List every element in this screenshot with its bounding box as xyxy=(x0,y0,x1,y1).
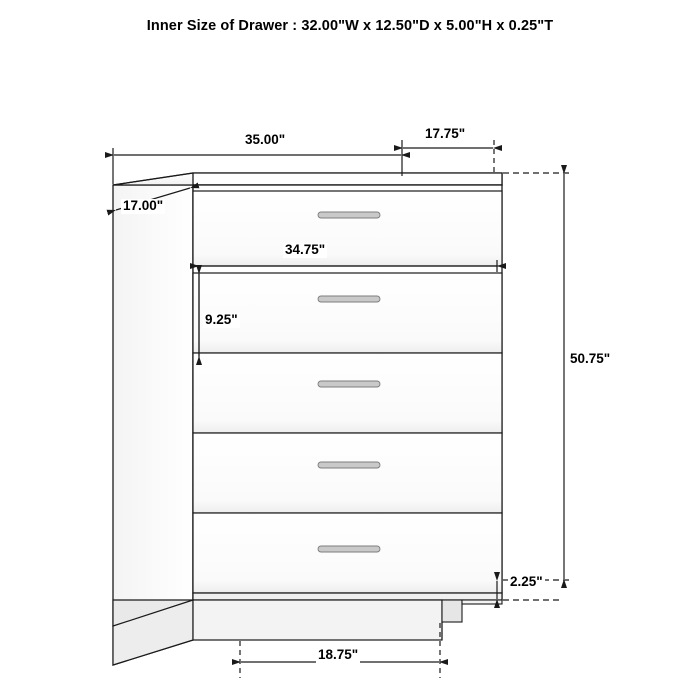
dim-overall-height: 50.75" xyxy=(570,351,611,366)
dim-drawer-front-height: 9.25" xyxy=(205,312,238,327)
dim-leg-height: 2.25" xyxy=(510,574,543,589)
page-title: Inner Size of Drawer : 32.00"W x 12.50"D x 5.00"H x 0.25"T xyxy=(146,18,554,34)
dim-top-depth-right: 17.75" xyxy=(425,126,466,141)
dim-top-width: 35.00" xyxy=(245,132,286,147)
dim-side-depth: 17.00" xyxy=(123,198,164,213)
dim-base-width: 18.75" xyxy=(318,647,359,662)
dim-drawer-front-width: 34.75" xyxy=(285,242,326,257)
